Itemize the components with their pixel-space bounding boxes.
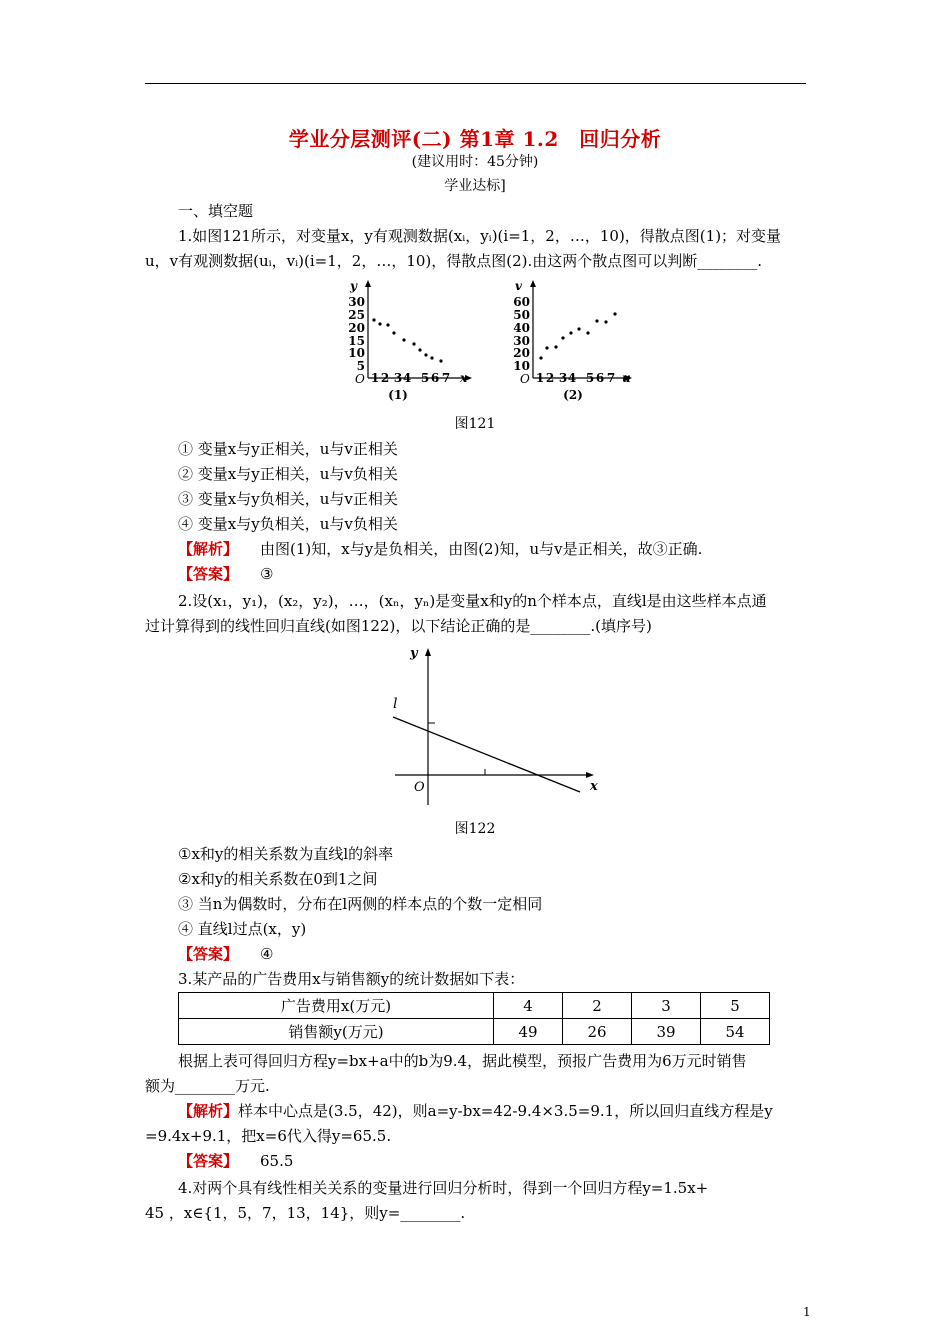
- fig2-x-tick: 4: [567, 371, 577, 385]
- table-row: [179, 993, 770, 1019]
- fig2-y-tick: 30: [513, 334, 530, 348]
- answer-text: ③: [260, 565, 274, 583]
- scatter-plot-1: [340, 278, 475, 403]
- q1-answer: [178, 563, 273, 584]
- analysis-tag: 【解析】: [178, 1102, 239, 1120]
- fig2-point: [569, 331, 572, 334]
- fig1-point: [372, 318, 375, 321]
- time-hint: (建议用时：45分钟): [411, 154, 539, 170]
- fig1-y-tick: 20: [348, 321, 365, 335]
- q2-option-2: ②x和y的相关系数在0到1之间: [178, 870, 378, 888]
- analysis-text: 样本中心点是(3.5，42)，则a=y-bx=42-9.4×3.5=9.1，所以回归直线方程是y: [238, 1102, 773, 1120]
- fig2-point: [539, 356, 542, 359]
- q3-text-line2: 根据上表可得回归方程y=bx+a中的b为9.4，据此模型，预报广告费用为6万元时销售: [178, 1052, 747, 1070]
- fig2-y-tick: 60: [513, 295, 530, 309]
- q2-text-line1: 2.设(x₁，y₁)，(x₂，y₂)，…，(xₙ，yₙ)是变量x和y的n个样本点，直线l是由这些样本点通: [178, 592, 767, 610]
- answer-tag: 【答案】: [178, 1152, 239, 1170]
- scatter-plot-2: [505, 278, 640, 403]
- regression-line-figure: [385, 640, 605, 810]
- fig2-point: [545, 346, 548, 349]
- fig1-x-axis-label: x: [460, 371, 468, 385]
- fig1-point: [439, 359, 442, 362]
- fig1-y-tick: 10: [348, 346, 365, 360]
- fig1-point: [386, 323, 389, 326]
- fig1-x-tick: 5: [420, 371, 430, 385]
- fig2-y-axis-label: v: [515, 279, 522, 293]
- fig122-line-label: l: [393, 696, 398, 712]
- fig2-point: [586, 331, 589, 334]
- q2-option-3: ③ 当n为偶数时，分布在l两侧的样本点的个数一定相同: [178, 895, 543, 913]
- fig2-point: [604, 320, 607, 323]
- fig1-point: [402, 338, 405, 341]
- q3-analysis-cont: =9.4x+9.1，把x=6代入得y=65.5.: [145, 1127, 392, 1145]
- fig1-x-tick: 1: [370, 371, 380, 385]
- fig122-y-axis-label: y: [410, 646, 418, 661]
- ad-sales-table: [178, 992, 770, 1045]
- q1-analysis: [178, 538, 702, 559]
- fig1-y-tick: 30: [348, 295, 365, 309]
- q2-answer: [178, 943, 273, 964]
- fig2-y-tick: 20: [513, 346, 530, 360]
- fig1-y-tick: 25: [348, 308, 365, 322]
- fig2-point: [613, 312, 616, 315]
- fig2-caption: (2): [563, 388, 583, 402]
- table-cell: 39: [632, 1019, 701, 1045]
- table-cell: 26: [563, 1019, 632, 1045]
- fig2-x-tick: 5: [585, 371, 595, 385]
- fig2-point: [554, 345, 557, 348]
- fig2-origin: O: [520, 372, 530, 386]
- q1-option-1: ① 变量x与y正相关，u与v正相关: [178, 440, 398, 458]
- fig2-x-axis-label: u: [622, 371, 631, 385]
- table-cell: 3: [632, 993, 701, 1019]
- q1-option-3: ③ 变量x与y负相关，u与v正相关: [178, 490, 398, 508]
- fig1-x-tick: 6: [430, 371, 440, 385]
- table-cell: 2: [563, 993, 632, 1019]
- table-row: [179, 1019, 770, 1045]
- table-cell: 54: [701, 1019, 770, 1045]
- fig1-point: [392, 331, 395, 334]
- fig2-x-tick: 7: [606, 371, 616, 385]
- fig1-x-tick: 7: [441, 371, 451, 385]
- answer-text: ④: [260, 945, 274, 963]
- fig1-point: [412, 342, 415, 345]
- q2-text-line2: 过计算得到的线性回归直线(如图122)，以下结论正确的是________.(填序号): [145, 617, 652, 635]
- table-cell: 5: [701, 993, 770, 1019]
- part-heading: 一、填空题: [178, 202, 254, 220]
- fig2-x-tick: 2: [545, 371, 555, 385]
- table-row-label: 销售额y(万元): [179, 1019, 494, 1045]
- analysis-text: 由图(1)知，x与y是负相关，由图(2)知，u与v是正相关，故③正确.: [260, 540, 703, 558]
- fig1-origin: O: [355, 372, 365, 386]
- fig1-point: [418, 348, 421, 351]
- fig1-y-tick: 5: [356, 359, 365, 373]
- q3-analysis: [178, 1100, 773, 1121]
- fig2-x-tick: 6: [595, 371, 605, 385]
- q1-option-2: ② 变量x与y正相关，u与v负相关: [178, 465, 398, 483]
- fig2-y-tick: 10: [513, 359, 530, 373]
- fig1-x-tick: 4: [402, 371, 412, 385]
- analysis-tag: 【解析】: [178, 540, 239, 558]
- fig1-point: [424, 353, 427, 356]
- fig2-point: [595, 319, 598, 322]
- table-cell: 4: [494, 993, 563, 1019]
- table-row-label: 广告费用x(万元): [179, 993, 494, 1019]
- q1-text-line1: 1.如图121所示，对变量x，y有观测数据(xᵢ，yᵢ)(i=1，2，…，10)，得散点图(1)；对变量: [178, 227, 782, 245]
- fig122-origin: O: [414, 780, 425, 795]
- fig2-x-tick: 1: [535, 371, 545, 385]
- fig122-x-axis-label: x: [590, 779, 598, 794]
- fig1-y-tick: 15: [348, 334, 365, 348]
- figure-caption-121: 图121: [454, 416, 496, 432]
- page-title: 学业分层测评(二) 第1章 1.2 回归分析: [288, 127, 662, 151]
- fig2-y-tick: 40: [513, 321, 530, 335]
- table-cell: 49: [494, 1019, 563, 1045]
- q4-text-line2: 45 ，x∈{1，5，7，13，14}，则y=________.: [145, 1204, 466, 1222]
- fig1-point: [378, 322, 381, 325]
- answer-text: 65.5: [260, 1152, 294, 1170]
- q2-option-4: ④ 直线l过点(x，y): [178, 920, 307, 938]
- fig1-x-tick: 3: [393, 371, 403, 385]
- fig2-point: [561, 336, 564, 339]
- q3-text-line1: 3.某产品的广告费用x与销售额y的统计数据如下表：: [178, 970, 525, 988]
- fig1-y-axis-label: y: [350, 279, 357, 293]
- q3-answer: [178, 1150, 293, 1171]
- figure-caption-122: 图122: [454, 821, 496, 837]
- fig1-point: [430, 356, 433, 359]
- fig1-x-tick: 2: [380, 371, 390, 385]
- answer-tag: 【答案】: [178, 565, 239, 583]
- q3-text-line3: 额为________万元.: [145, 1077, 270, 1095]
- page-number: 1: [803, 1305, 811, 1319]
- q1-option-4: ④ 变量x与y负相关，u与v负相关: [178, 515, 398, 533]
- fig2-x-tick: 3: [558, 371, 568, 385]
- answer-tag: 【答案】: [178, 945, 239, 963]
- q2-option-1: ①x和y的相关系数为直线l的斜率: [178, 845, 394, 863]
- fig1-caption: (1): [388, 388, 408, 402]
- section-label: 学业达标]: [444, 178, 506, 194]
- header-rule: [145, 83, 806, 84]
- q1-text-line2: u，v有观测数据(uᵢ，vᵢ)(i=1，2，…，10)，得散点图(2).由这两个散点图可以判断________.: [145, 252, 763, 270]
- fig2-point: [577, 327, 580, 330]
- q4-text-line1: 4.对两个具有线性相关关系的变量进行回归分析时，得到一个回归方程y=1.5x+: [178, 1179, 709, 1197]
- fig2-y-tick: 50: [513, 308, 530, 322]
